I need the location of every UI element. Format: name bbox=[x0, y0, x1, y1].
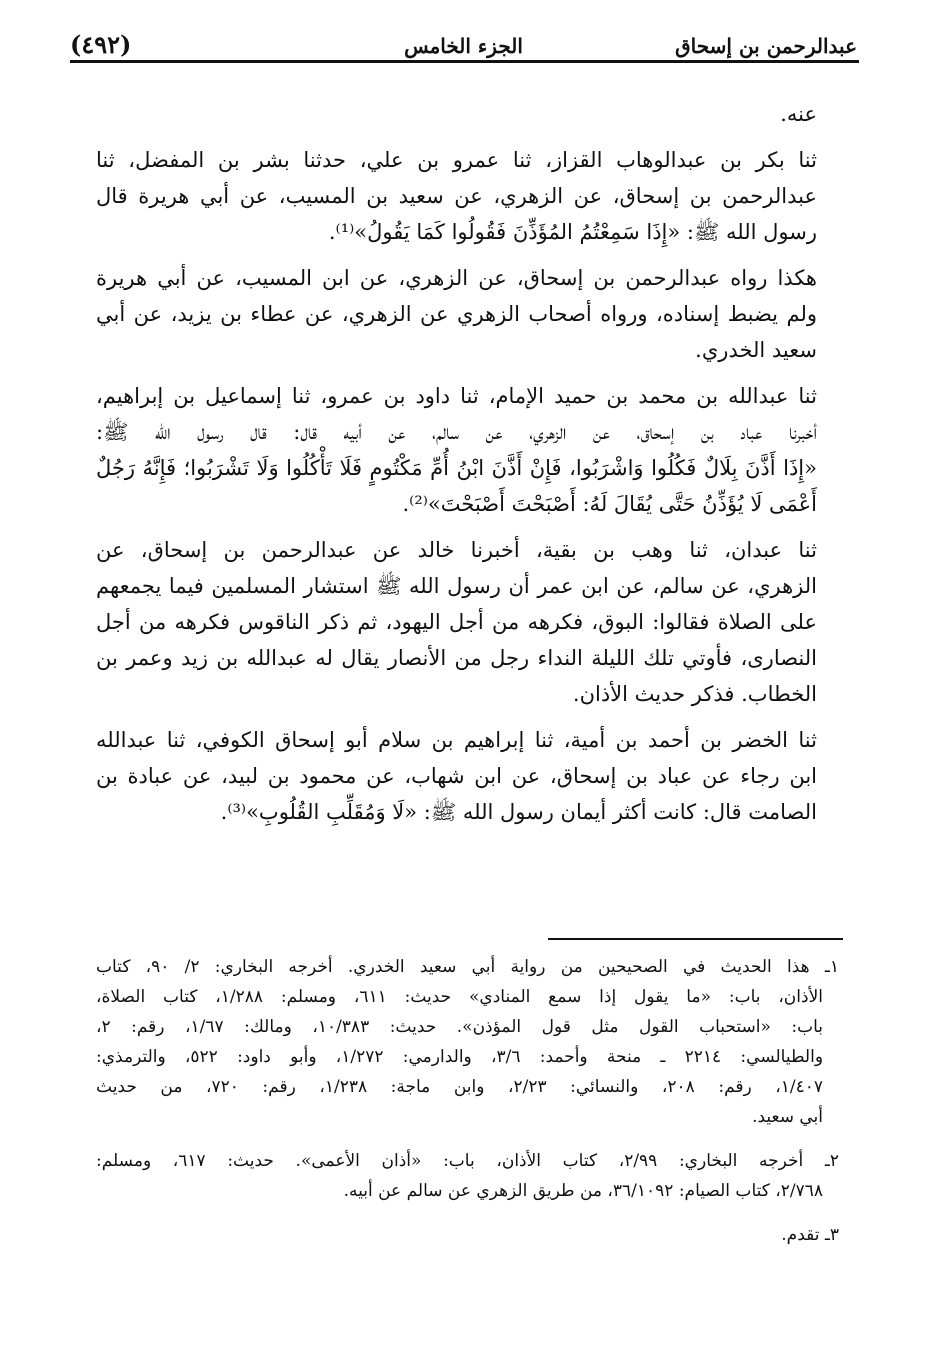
text-line: ثنا الخضر بن أحمد بن أمية، ثنا إبراهيم بن سلام أبو إسحاق الكوفي، ثنا عبدالله bbox=[96, 728, 817, 752]
footnote-line: ١ـ هذا الحديث في الصحيحين من رواية أبي سعيد الخدري. أخرجه البخاري: ٢/ ٩٠، كتاب bbox=[96, 957, 839, 977]
text-line: عبدالرحمن بن إسحاق، عن الزهري، عن سعيد بن المسيب، عن أبي هريرة قال bbox=[96, 184, 817, 208]
footnote-line: أبي سعيد. bbox=[752, 1107, 823, 1127]
text-line: ثنا عبدان، ثنا وهب بن بقية، أخبرنا خالد عن عبدالرحمن بن إسحاق، عن bbox=[96, 538, 817, 562]
text-line: أخبرنا عباد بن إسحاق، عن الزهري، عن سالم، عن أبيه قال: قال رسول الله ﷺ: bbox=[96, 420, 817, 444]
text-line: على الصلاة فقالوا: البوق، فكرهه من أجل اليهود، ثم ذكر الناقوس فكرهه من أجل bbox=[96, 610, 817, 634]
text-line: النصارى، فأوتي تلك الليلة النداء رجل من الأنصار يقال له عبدالله بن زيد وعمر بن bbox=[96, 646, 817, 670]
header-rule bbox=[70, 60, 859, 63]
running-title-author: عبدالرحمن بن إسحاق bbox=[675, 34, 857, 58]
footnote-line: الأذان، باب: «ما يقول إذا سمع المنادي» حديث: ٦١١، ومسلم: ١/٢٨٨، كتاب الصلاة، bbox=[96, 987, 824, 1007]
text-line: عنه. bbox=[780, 102, 817, 126]
text-line: الزهري، عن سالم، عن ابن عمر أن رسول الله ﷺ استشار المسلمين فيما يجمعهم bbox=[96, 574, 817, 598]
text-line: ابن رجاء عن عباد بن إسحاق، عن ابن شهاب، عن محمود بن لبيد، عن عبادة بن bbox=[96, 764, 817, 788]
text-line: الخطاب. فذكر حديث الأذان. bbox=[572, 682, 817, 706]
footnote-separator bbox=[548, 938, 843, 940]
footnotes bbox=[96, 952, 839, 1250]
footnote-line: ٢/٧٦٨، كتاب الصيام: ٣٦/١٠٩٢، من طريق الزهري عن سالم عن أبيه. bbox=[343, 1181, 823, 1201]
page-number: (٤٩٢) bbox=[70, 30, 132, 59]
text-line: ولم يضبط إسناده، ورواه أصحاب الزهري عن الزهري، عن عطاء بن يزيد، عن أبي bbox=[96, 302, 817, 326]
text-line: ثنا عبدالله بن محمد بن حميد الإمام، ثنا داود بن عمرو، ثنا إسماعيل بن إبراهيم، bbox=[96, 384, 817, 408]
running-title-volume: الجزء الخامس bbox=[404, 34, 523, 58]
footnote-line: والطيالسي: ٢٢١٤ ـ منحة وأحمد: ٣/٦، والدارمي: ١/٢٧٢، وأبو داود: ٥٢٢، والترمذي: bbox=[96, 1047, 824, 1067]
page-header bbox=[70, 28, 857, 62]
footnote-line: باب: «استحباب القول مثل قول المؤذن». حديث: ١٠/٣٨٣، ومالك: ١/٦٧، رقم: ٢، bbox=[96, 1017, 824, 1037]
text-gap bbox=[96, 132, 817, 142]
footnote-line: ٣ـ تقدم. bbox=[781, 1225, 839, 1245]
footnote-line: ٢ـ أخرجه البخاري: ٢/٩٩، كتاب الأذان، باب: «أذان الأعمى». حديث: ٦١٧، ومسلم: bbox=[96, 1151, 839, 1171]
text-gap bbox=[96, 368, 817, 378]
footnote-gap bbox=[96, 1132, 839, 1146]
main-text bbox=[96, 96, 817, 830]
footnote-line: ١/٤٠٧، رقم: ٢٠٨، والنسائي: ٢/٢٣، وابن ماجة: ١/٢٣٨، رقم: ٧٢٠، من حديث bbox=[96, 1077, 824, 1097]
text-line: رسول الله ﷺ: «إِذَا سَمِعْتُمُ المُؤَذِّنَ فَقُولُوا كَمَا يَقُولُ»⁽¹⁾. bbox=[328, 220, 817, 244]
text-line: الصامت قال: كانت أكثر أيمان رسول الله ﷺ: «لَا وَمُقَلِّبِ القُلُوبِ»⁽³⁾. bbox=[220, 800, 817, 824]
text-line: أَعْمَى لَا يُؤَذِّنُ حَتَّى يُقَالَ لَهُ: أَصْبَحْتَ أَصْبَحْتَ»⁽²⁾. bbox=[402, 492, 817, 516]
text-line: هكذا رواه عبدالرحمن بن إسحاق، عن الزهري، عن ابن المسيب، عن أبي هريرة bbox=[96, 266, 817, 290]
text-line: ثنا بكر بن عبدالوهاب القزاز، ثنا عمرو بن علي، حدثنا بشر بن المفضل، ثنا bbox=[96, 148, 817, 172]
text-line: سعيد الخدري. bbox=[695, 338, 817, 362]
text-gap bbox=[96, 712, 817, 722]
text-gap bbox=[96, 522, 817, 532]
text-line: «إِذَا أَذَّنَ بِلَالٌ فَكُلُوا وَاشْرَبُوا، فَإِنْ أَذَّنَ ابْنُ أُمِّ مَكْتُومٍ فَلَا تَأْكُلُوا وَلَا تَشْرَبُوا؛ فَإِنَّهُ رَجُلٌ bbox=[96, 456, 817, 480]
footnote-gap bbox=[96, 1206, 839, 1220]
text-gap bbox=[96, 250, 817, 260]
